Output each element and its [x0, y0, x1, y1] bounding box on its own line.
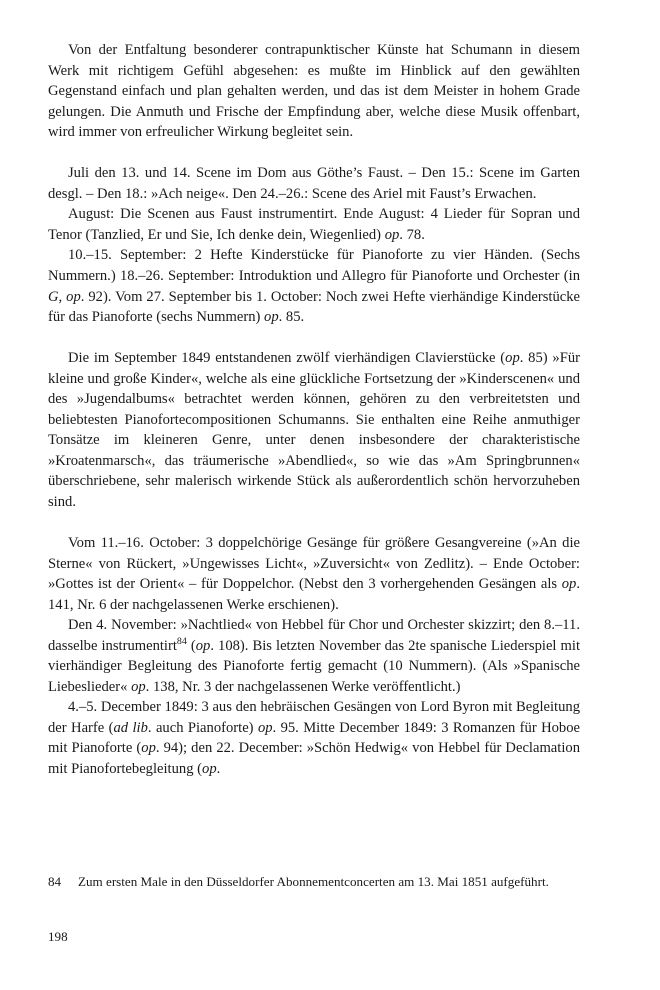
italic-run: op: [131, 678, 146, 695]
text-run: . 138, Nr. 3 der nachgelassenen Werke veröffentlicht.): [145, 678, 461, 695]
text-run: . 141, Nr. 6 der nachgelassenen Werke erschienen).: [48, 576, 580, 613]
text-run: . auch Pianoforte): [147, 719, 258, 736]
page-number: 198: [48, 929, 68, 944]
paragraph: [48, 40, 580, 143]
italic-run: op: [561, 576, 577, 593]
italic-run: op: [195, 637, 211, 654]
paragraph: [48, 204, 580, 245]
italic-run: ad lib: [113, 719, 148, 736]
footnote-area: [48, 872, 580, 891]
text-run: . 78.: [399, 226, 425, 243]
text-run: Vom 11.–16. October: 3 doppelchörige Gesänge für größere Gesangvereine (»An die Sterne« von Rückert, »Ungewisses Licht«, »Zuversicht« von Zedlitz). – Ende October: »Gottes ist der Orient« – für Doppelchor. (Nebst den 3 vorhergehenden Gesängen als: [48, 534, 580, 593]
paragraph: [48, 615, 580, 697]
paragraph: [48, 533, 580, 615]
text-run: Den 4. November: »Nachtlied« von Hebbel für Chor und Orchester skizzirt; den 8.–11. dasselbe instrumentirt: [48, 617, 580, 654]
paragraph: [48, 245, 580, 327]
italic-run: op: [141, 740, 156, 757]
text-run: Die im September 1849 entstandenen zwölf vierhändigen Clavierstücke (: [68, 350, 506, 367]
paragraph: [48, 697, 580, 779]
text-run: August: Die Scenen aus Faust instrumentirt. Ende August: 4 Lieder für Sopran und Tenor (Tanzlied, Er und Sie, Ich denke dein, Wiegenlied): [48, 206, 580, 243]
text-run: . 92). Vom 27. September bis 1. October: Noch zwei Hefte vierhändige Kinderstücke für das Pianoforte (sechs Nummern): [48, 288, 580, 326]
main-text-block: [48, 40, 580, 780]
italic-run: op: [384, 226, 400, 243]
italic-run: op: [264, 309, 279, 326]
text-run: . 85) »Für kleine und große Kinder«, welche als eine glückliche Fortsetzung der »Kinderscenen« und des »Jugendalbums« betrachtet werden können, gehören zu den verbreitetsten und beliebtesten Pianofortecompositionen Schumanns. Sie enthalten eine Reihe anmuthiger Tonsätze im kleineren Genre, unter denen insbesondere der charakteristische »Kroatenmarsch«, das träumerische »Abendlied«, so wie das »Am Springbrunnen« überschriebene, sehr malerisch wirkende Stück als außerordentlich schön hervorzuheben sind.: [48, 350, 580, 510]
italic-run: op: [505, 350, 520, 367]
text-run: . 108). Bis letzten November das 2te spanische Liederspiel mit vierhändiger Begleitung des Pianoforte fertig gemacht (10 Nummern). (Als »Spanische Liebeslieder«: [48, 637, 580, 695]
italic-run: G, op: [48, 288, 81, 305]
text-run: .: [216, 761, 221, 777]
text-run: (: [186, 637, 196, 654]
text-run: Juli den 13. und 14. Scene im Dom aus Göthe’s Faust. – Den 15.: Scene im Garten desgl. – Den 18.: »Ach neige«. Den 24.–26.: Scene des Ariel mit Faust’s Erwachen.: [48, 165, 580, 202]
paragraph: [48, 163, 580, 204]
footnote-reference: 84: [176, 635, 187, 647]
footnote: [48, 872, 580, 891]
italic-run: op: [257, 719, 273, 736]
paragraph: [48, 348, 580, 512]
text-run: . 95. Mitte December 1849: 3 Romanzen für Hoboe mit Pianoforte (: [48, 719, 581, 757]
footnote-text: Zum ersten Male in den Düsseldorfer Abonnementconcerten am 13. Mai 1851 aufgeführt.: [78, 874, 549, 889]
text-run: 4.–5. December 1849: 3 aus den hebräischen Gesängen von Lord Byron mit Begleitung der Harfe (: [48, 699, 580, 736]
text-run: . 85.: [278, 309, 305, 326]
text-run: . 94); den 22. December: »Schön Hedwig« von Hebbel für Declamation mit Pianofortebegleitung (: [48, 740, 580, 777]
footnote-number: 84: [48, 874, 62, 889]
text-run: 10.–15. September: 2 Hefte Kinderstücke für Pianoforte zu vier Händen. (Sechs Nummern.) 18.–26. September: Introduktion und Allegro für Pianoforte und Orchester (in: [48, 247, 580, 284]
italic-run: op: [202, 761, 217, 777]
text-run: Von der Entfaltung besonderer contrapunktischer Künste hat Schumann in diesem Werk mit richtigem Gefühl abgesehen: es mußte im Hinblick auf den gewählten Gegenstand einfach und plan gehalten werden, und das ist dem Meister in hohem Grade gelungen. Die Anmuth und Frische der Empfindung aber, welche diese Musik offenbart, wird immer von erfreulicher Wirkung begleitet sein.: [48, 42, 580, 141]
